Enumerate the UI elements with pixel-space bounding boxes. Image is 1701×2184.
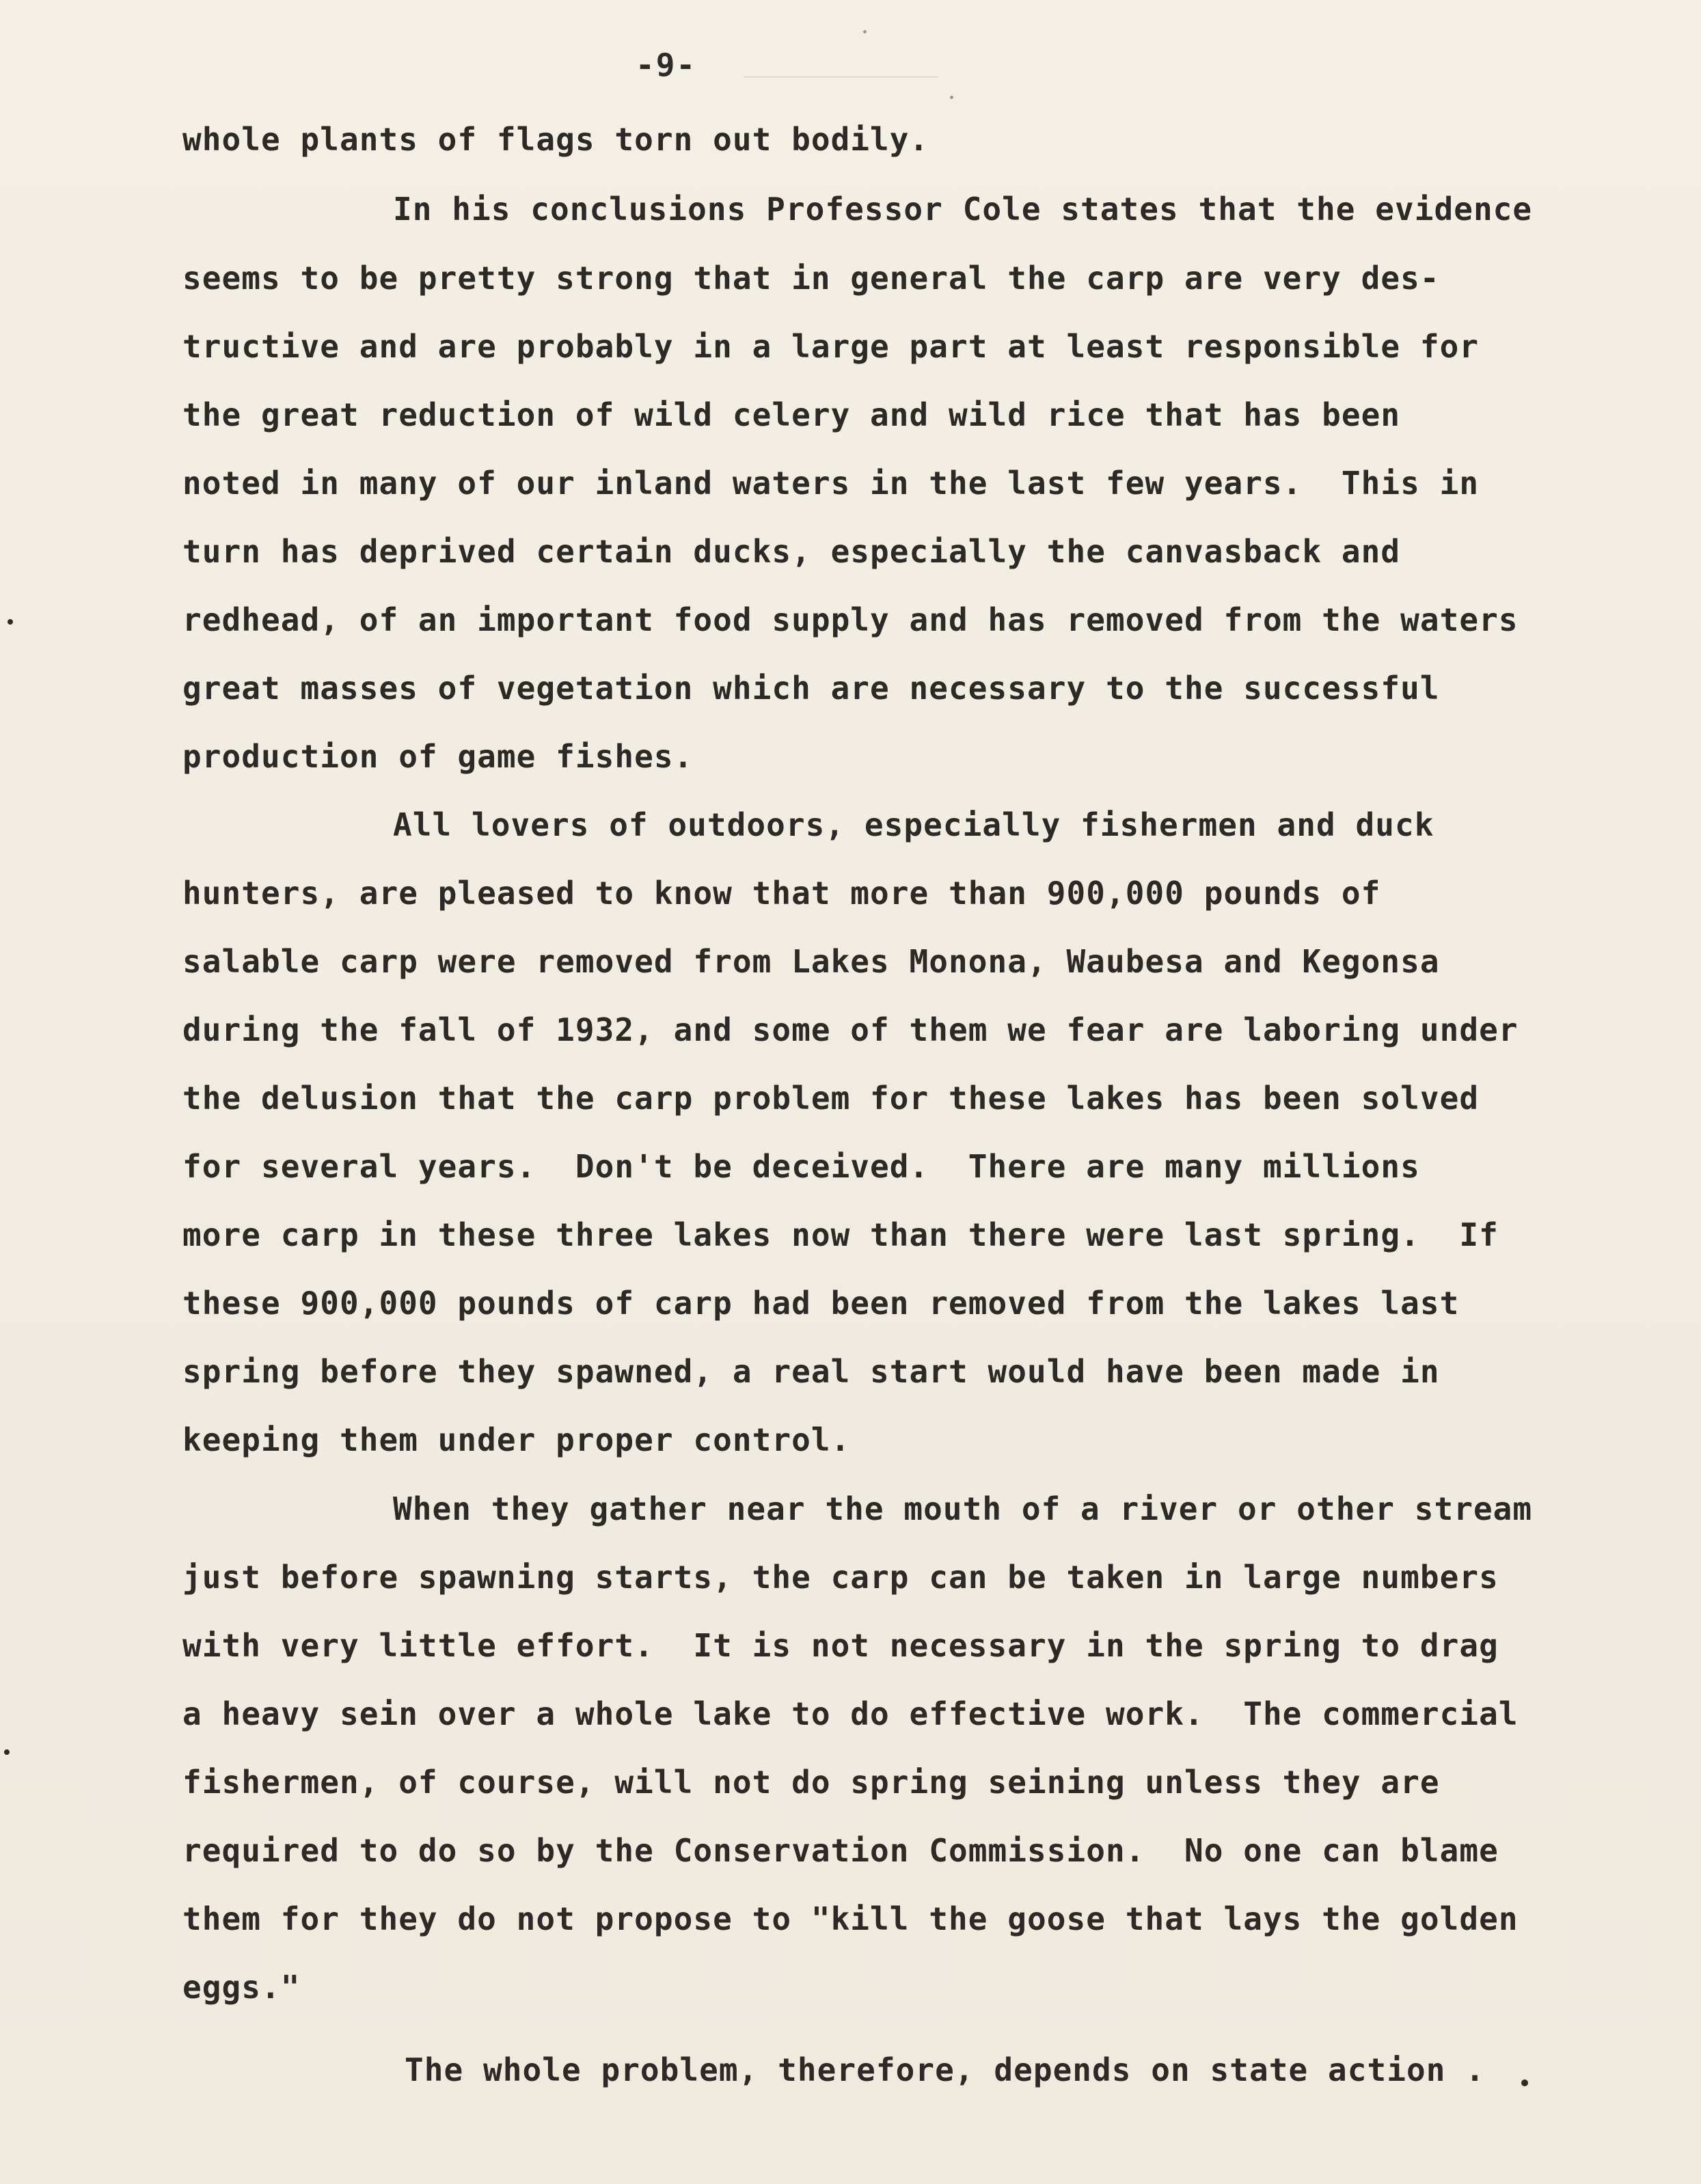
body-line: required to do so by the Conservation Commission. No one can blame bbox=[182, 1832, 1499, 1869]
body-line: more carp in these three lakes now than there were last spring. If bbox=[182, 1216, 1499, 1253]
ink-speck bbox=[4, 1749, 10, 1755]
body-line: seems to be pretty strong that in general the carp are very des- bbox=[182, 260, 1440, 297]
body-line: noted in many of our inland waters in the last few years. This in bbox=[182, 465, 1480, 502]
paper-mark bbox=[950, 96, 953, 99]
body-line: tructive and are probably in a large part at least responsible for bbox=[182, 328, 1480, 365]
body-line: for several years. Don't be deceived. There are many millions bbox=[182, 1148, 1420, 1185]
body-line: the delusion that the carp problem for these lakes has been solved bbox=[182, 1080, 1480, 1117]
ink-speck bbox=[8, 619, 13, 625]
page-number: -9- bbox=[636, 46, 697, 83]
body-line: turn has deprived certain ducks, especially the canvasback and bbox=[182, 533, 1401, 570]
body-line: them for they do not propose to "kill the goose that lays the golden bbox=[182, 1900, 1519, 1937]
body-line: just before spawning starts, the carp can be taken in large numbers bbox=[182, 1559, 1499, 1596]
body-line: the great reduction of wild celery and wild rice that has been bbox=[182, 396, 1401, 433]
body-line: fishermen, of course, will not do spring seining unless they are bbox=[182, 1764, 1440, 1801]
body-line: keeping them under proper control. bbox=[182, 1421, 851, 1458]
body-line: In his conclusions Professor Cole states that the evidence bbox=[393, 191, 1533, 228]
body-line: eggs." bbox=[182, 1969, 301, 2006]
body-line: spring before they spawned, a real start would have been made in bbox=[182, 1353, 1440, 1390]
body-line: whole plants of flags torn out bodily. bbox=[182, 121, 929, 158]
body-line: All lovers of outdoors, especially fishermen and duck bbox=[393, 806, 1434, 843]
body-line: salable carp were removed from Lakes Monona, Waubesa and Kegonsa bbox=[182, 943, 1440, 980]
body-line: with very little effort. It is not necessary in the spring to drag bbox=[182, 1627, 1499, 1664]
body-line: great masses of vegetation which are necessary to the successful bbox=[182, 670, 1440, 707]
body-line: during the fall of 1932, and some of them we fear are laboring under bbox=[182, 1011, 1519, 1048]
body-line: these 900,000 pounds of carp had been removed from the lakes last bbox=[182, 1285, 1460, 1322]
body-line: The whole problem, therefore, depends on state action . bbox=[405, 2051, 1485, 2088]
body-line: a heavy sein over a whole lake to do effective work. The commercial bbox=[182, 1695, 1519, 1732]
body-line: When they gather near the mouth of a river or other stream bbox=[393, 1490, 1533, 1527]
ink-speck bbox=[1521, 2079, 1528, 2086]
paper-mark bbox=[863, 30, 867, 33]
body-line: production of game fishes. bbox=[182, 738, 694, 775]
body-line: hunters, are pleased to know that more than 900,000 pounds of bbox=[182, 875, 1381, 912]
body-line: redhead, of an important food supply and has removed from the waters bbox=[182, 601, 1519, 638]
